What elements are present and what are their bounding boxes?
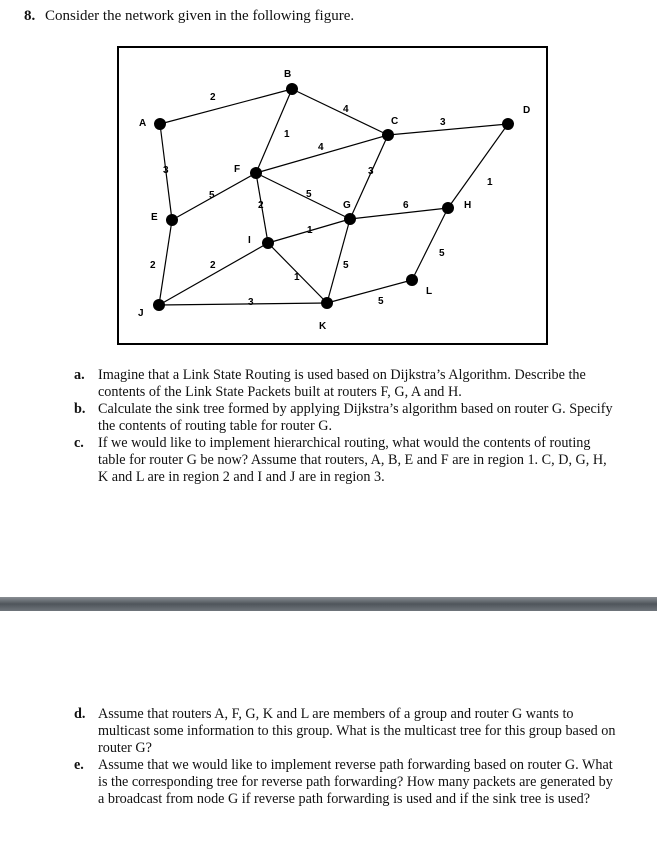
- parts-bottom-list: [74, 706, 619, 808]
- part-text: Assume that routers A, F, G, K and L are members of a group and router G wants to multicast some information to this group. What is the multicast tree for this group based on router G?: [98, 706, 616, 756]
- weight-E-F: 5: [209, 190, 215, 201]
- part-letter: a.: [74, 367, 85, 383]
- part-text: Assume that we would like to implement reverse path forwarding based on router G. What is the corresponding tree for reverse path forwarding? How many packets are generated by a broadcast from node G if reverse path forwarding is used and if the sink tree is used?: [98, 757, 613, 807]
- node-K: [321, 297, 333, 309]
- weight-A-B: 2: [210, 92, 216, 103]
- label-node-F: F: [234, 164, 241, 175]
- page-divider: [0, 597, 657, 611]
- weight-F-I: 2: [258, 200, 264, 211]
- part-letter: c.: [74, 435, 84, 451]
- label-node-K: K: [319, 321, 327, 332]
- part-text: Imagine that a Link State Routing is used based on Dijkstra’s Algorithm. Describe the contents of the Link State Packets built at routers F, G, A and H.: [98, 367, 586, 400]
- node-F: [250, 167, 262, 179]
- part-text: If we would like to implement hierarchical routing, what would the contents of routing table for router G be now? Assume that routers, A, B, E and F are in region 1. C, D, G, H, K and L are in region 2 and I and J are in region 3.: [98, 435, 607, 485]
- label-node-I: I: [248, 235, 251, 246]
- edge-B-C: [292, 89, 388, 135]
- node-E: [166, 214, 178, 226]
- weight-J-I: 2: [210, 260, 216, 271]
- node-A: [154, 118, 166, 130]
- weight-I-K: 1: [294, 272, 300, 283]
- weight-G-H: 6: [403, 200, 409, 211]
- label-node-B: B: [284, 69, 292, 80]
- part-letter: d.: [74, 706, 86, 722]
- label-node-J: J: [138, 308, 144, 319]
- node-C: [382, 129, 394, 141]
- weight-C-D: 3: [440, 117, 446, 128]
- part-text: Calculate the sink tree formed by applying Dijkstra’s algorithm based on router G. Specify the contents of routing table for router G.: [98, 401, 613, 434]
- edge-A-B: [160, 89, 292, 124]
- question-heading: [24, 8, 354, 25]
- node-G: [344, 213, 356, 225]
- label-node-E: E: [151, 212, 158, 223]
- label-node-G: G: [343, 200, 351, 211]
- edge-G-H: [350, 208, 448, 219]
- label-node-A: A: [139, 118, 147, 129]
- weight-D-H: 1: [487, 177, 493, 188]
- weight-F-C: 4: [318, 142, 324, 153]
- parts-top-list: [74, 367, 619, 486]
- weight-J-K: 3: [248, 297, 254, 308]
- part-b: [74, 401, 619, 435]
- node-H: [442, 202, 454, 214]
- node-L: [406, 274, 418, 286]
- label-node-H: H: [464, 200, 472, 211]
- weight-G-K: 5: [343, 260, 349, 271]
- weight-A-E: 3: [163, 165, 169, 176]
- part-letter: b.: [74, 401, 86, 417]
- edge-K-L: [327, 280, 412, 303]
- node-B: [286, 83, 298, 95]
- part-c: [74, 435, 619, 486]
- node-J: [153, 299, 165, 311]
- edge-C-G: [350, 135, 388, 219]
- edge-J-I: [159, 243, 268, 305]
- edge-D-H: [448, 124, 508, 208]
- question-number: 8.: [24, 8, 36, 24]
- weight-H-L: 5: [439, 248, 445, 259]
- edge-E-J: [159, 220, 172, 305]
- part-a: [74, 367, 619, 401]
- weight-I-G: 1: [307, 225, 313, 236]
- edge-C-D: [388, 124, 508, 135]
- weight-C-G: 3: [368, 166, 374, 177]
- weight-K-L: 5: [378, 296, 384, 307]
- network-diagram: [117, 46, 548, 345]
- network-figure: [117, 46, 548, 345]
- node-D: [502, 118, 514, 130]
- label-node-D: D: [523, 105, 531, 116]
- weight-B-F: 1: [284, 129, 290, 140]
- weight-F-G: 5: [306, 189, 312, 200]
- question-text: Consider the network given in the following figure.: [45, 8, 355, 24]
- part-d: [74, 706, 619, 757]
- weight-E-J: 2: [150, 260, 156, 271]
- edge-J-K: [159, 303, 327, 305]
- label-node-C: C: [391, 116, 399, 127]
- edge-H-L: [412, 208, 448, 280]
- part-letter: e.: [74, 757, 84, 773]
- node-I: [262, 237, 274, 249]
- label-node-L: L: [426, 286, 433, 297]
- part-e: [74, 757, 619, 808]
- weight-B-C: 4: [343, 104, 349, 115]
- edge-F-G: [256, 173, 350, 219]
